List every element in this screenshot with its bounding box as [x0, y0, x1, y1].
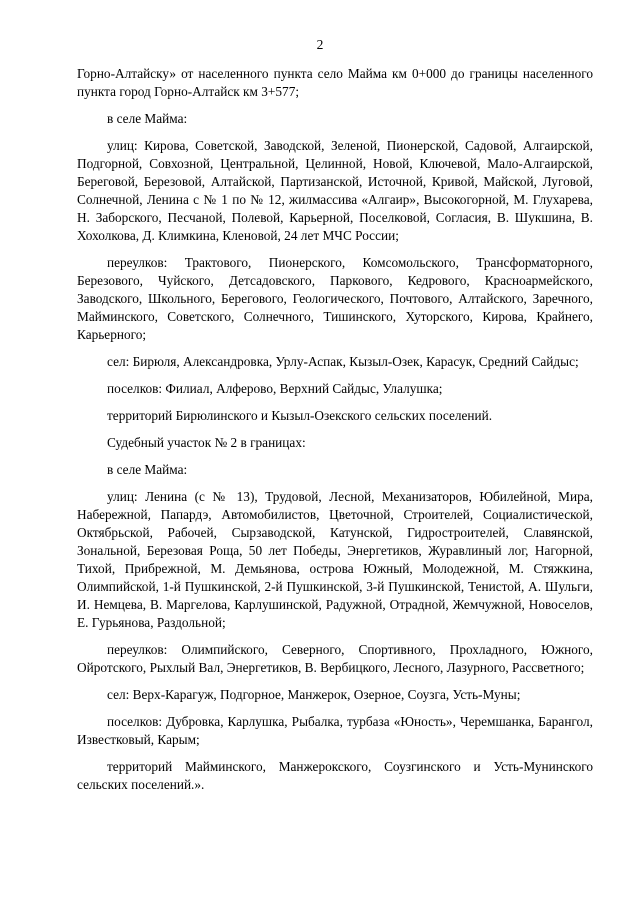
paragraph-villages-2: сел: Верх-Карагуж, Подгорное, Манжерок, Озерное, Соузга, Усть-Муны; [107, 687, 521, 702]
paragraph-village-maima-2: в селе Майма: [107, 462, 188, 477]
page-number: 2 [316, 37, 324, 52]
paragraph-streets-2: улиц: Ленина (с № 13), Трудовой, Лесной, Механизаторов, Юбилейной, Мира, Набережной, Папардэ, Автомобилистов, Цветочной, Строителей, Социалистической, Октябрьской, Рабочей, Сырзаводской, Катунской, Гидростроителей, Славянской, Зональной, Березовая Роща, 50 лет Победы, Энергетиков, Журавлиный лог, Нагорной, Тихой, Прибрежной, М. Демьянова, острова Южный, Молодежной, М. Стяжкина, Олимпийской, 1-й Пушкинской, 2-й Пушкинской, 3-й Пушкинской, Тенистой, А. Шульги, И. Немцева, В. Маргелова, Карлушинской, Радужной, Отрадной, Жемчужной, Новоселов, Е. Гурьянова, Раздольной; [77, 489, 593, 630]
paragraph-road-boundary: Горно-Алтайску» от населенного пункта село Майма км 0+000 до границы населенного пункта город Горно-Алтайск км 3+577; [77, 66, 593, 99]
paragraph-territories-2: территорий Майминского, Манжерокского, Соузгинского и Усть-Мунинского сельских поселений.». [77, 759, 593, 792]
paragraph-villages-1: сел: Бирюля, Александровка, Урлу-Аспак, Кызыл-Озек, Карасук, Средний Сайдыс; [107, 354, 579, 369]
paragraph-territories-1: территорий Бирюлинского и Кызыл-Озекского сельских поселений. [107, 408, 493, 423]
paragraph-village-maima-1: в селе Майма: [107, 111, 188, 126]
document-body [77, 65, 593, 803]
paragraph-settlements-2: поселков: Дубровка, Карлушка, Рыбалка, турбаза «Юность», Черемшанка, Барангол, Известковый, Карым; [77, 714, 593, 747]
paragraph-settlements-1: поселков: Филиал, Алферово, Верхний Сайдыс, Улалушка; [107, 381, 443, 396]
paragraph-streets-1: улиц: Кирова, Советской, Заводской, Зеленой, Пионерской, Садовой, Алгаирской, Подгорной, Совхозной, Центральной, Целинной, Новой, Ключевой, Мало-Алгаирской, Береговой, Березовой, Алтайской, Партизанской, Источной, Кривой, Майской, Луговой, Солнечной, Ленина с № 1 по № 12, жилмассива «Алгаир», Высокогорной, М. Глухарева, Н. Заборского, Песчаной, Полевой, Карьерной, Поселковой, Согласия, В. Шукшина, В. Хохолкова, Д. Климкина, Кленовой, 24 лет МЧС России; [77, 138, 593, 243]
paragraph-court-section-2-heading: Судебный участок № 2 в границах: [107, 435, 306, 450]
paragraph-lanes-2: переулков: Олимпийского, Северного, Спортивного, Прохладного, Южного, Ойротского, Рыхлый Вал, Энергетиков, В. Вербицкого, Лесного, Лазурного, Рассветного; [77, 642, 593, 675]
paragraph-lanes-1: переулков: Трактового, Пионерского, Комсомольского, Трансформаторного, Березового, Чуйского, Детсадовского, Паркового, Кедрового, Красноармейского, Заводского, Школьного, Берегового, Геологического, Почтового, Алтайского, Заречного, Майминского, Советского, Солнечного, Тишинского, Хуторского, Кирова, Крайнего, Карьерного; [77, 255, 593, 342]
